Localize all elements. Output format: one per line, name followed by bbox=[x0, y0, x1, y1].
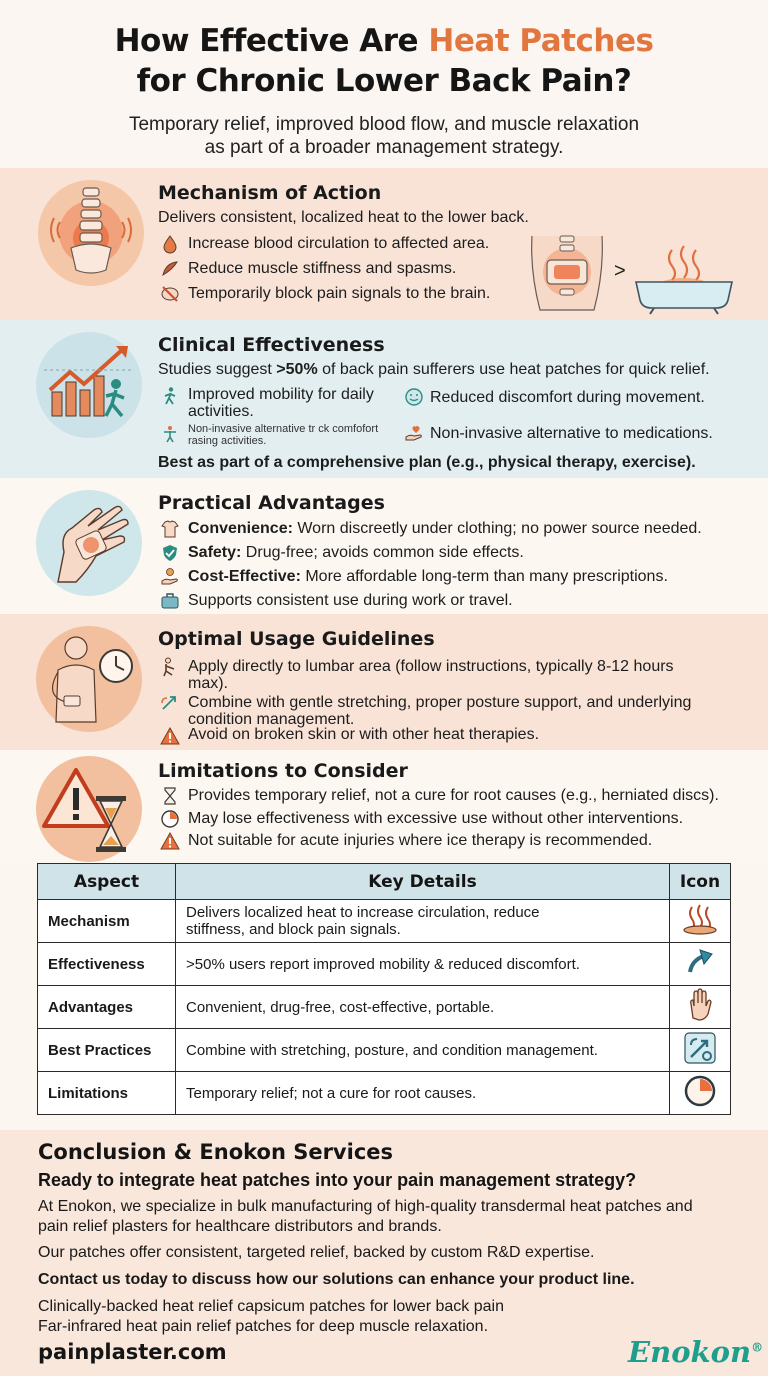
swap-arrows-icon bbox=[160, 694, 180, 714]
page-title-line2: for Chronic Lower Back Pain? bbox=[136, 63, 632, 99]
advantages-section bbox=[0, 478, 768, 614]
mechanism-item: Increase blood circulation to affected area. bbox=[188, 235, 490, 252]
muscle-icon bbox=[160, 259, 180, 279]
upward-arrow-icon bbox=[670, 943, 731, 986]
limitations-item: Provides temporary relief, not a cure for root causes (e.g., herniated discs). bbox=[188, 787, 719, 804]
subtitle-line1: Temporary relief, improved blood flow, and muscle relaxation bbox=[128, 114, 640, 135]
arrow-glyph: > bbox=[614, 260, 626, 282]
mechanism-title: Mechanism of Action bbox=[158, 182, 382, 204]
limitations-section bbox=[0, 750, 768, 863]
clinical-item-alternative: Non-invasive alternative tr ck comfofort rasing activities. bbox=[188, 423, 379, 447]
table-cell-aspect: Effectiveness bbox=[38, 943, 176, 986]
heat-waves-icon bbox=[670, 900, 731, 943]
table-row bbox=[38, 1029, 731, 1072]
website-link[interactable]: painplaster.com bbox=[38, 1340, 227, 1364]
limitations-title: Limitations to Consider bbox=[158, 760, 408, 782]
table-header: Key Details bbox=[176, 864, 670, 900]
advantages-item: Safety: Drug-free; avoids common side effects. bbox=[188, 544, 524, 561]
table-cell-details: >50% users report improved mobility & reduced discomfort. bbox=[176, 943, 670, 986]
product-link-2[interactable]: Far-infrared heat pain relief patches for deep muscle relaxation. bbox=[38, 1318, 489, 1335]
person-clock-illustration bbox=[36, 626, 142, 732]
timer-icon bbox=[160, 809, 180, 829]
bathtub-icon bbox=[632, 242, 736, 316]
clinical-section bbox=[0, 320, 768, 478]
growth-chart-illustration bbox=[36, 332, 142, 438]
table-cell-aspect: Limitations bbox=[38, 1072, 176, 1115]
hourglass-icon bbox=[160, 786, 180, 806]
table-cell-details: Convenient, drug-free, cost-effective, portable. bbox=[176, 986, 670, 1029]
patch-on-back-illustration bbox=[522, 232, 612, 314]
clinical-title: Clinical Effectiveness bbox=[158, 334, 385, 356]
advantages-title: Practical Advantages bbox=[158, 492, 385, 514]
clinical-item-medication: Non-invasive alternative to medications. bbox=[430, 425, 713, 442]
mechanism-item: Temporarily block pain signals to the brain. bbox=[188, 285, 491, 302]
subtitle-line2: as part of a broader management strategy. bbox=[204, 137, 564, 158]
mechanism-item: Reduce muscle stiffness and spasms. bbox=[188, 260, 457, 277]
mechanism-intro: Delivers consistent, localized heat to the lower back. bbox=[158, 209, 529, 226]
clock-icon bbox=[670, 1072, 731, 1115]
title-highlight: Heat Patches bbox=[428, 23, 654, 59]
stretch-person-icon bbox=[160, 424, 180, 444]
pain-block-icon bbox=[160, 284, 180, 304]
table-header: Aspect bbox=[38, 864, 176, 900]
brand-logo: Enokon® bbox=[628, 1335, 764, 1369]
advantages-item: Convenience: Worn discreetly under clothing; no power source needed. bbox=[188, 520, 702, 537]
conclusion-title: Conclusion & Enokon Services bbox=[38, 1140, 394, 1164]
advantages-item: Supports consistent use during work or travel. bbox=[188, 592, 513, 609]
usage-item-apply: Apply directly to lumbar area (follow instructions, typically 8-12 hours max). bbox=[188, 658, 674, 692]
usage-title: Optimal Usage Guidelines bbox=[158, 628, 435, 650]
warning-hourglass-illustration bbox=[36, 756, 142, 862]
summary-table bbox=[37, 863, 731, 1115]
table-header-row bbox=[38, 864, 731, 900]
warning-icon bbox=[160, 726, 180, 746]
shield-check-icon bbox=[160, 543, 180, 563]
blood-drop-icon bbox=[160, 234, 180, 254]
table-row bbox=[38, 1072, 731, 1115]
hand-icon bbox=[670, 986, 731, 1029]
table-cell-details: Temporary relief; not a cure for root causes. bbox=[176, 1072, 670, 1115]
cycle-arrows-icon bbox=[670, 1029, 731, 1072]
table-row bbox=[38, 986, 731, 1029]
table-cell-aspect: Mechanism bbox=[38, 900, 176, 943]
usage-item-avoid: Avoid on broken skin or with other heat therapies. bbox=[188, 726, 540, 743]
mechanism-section bbox=[0, 168, 768, 320]
table-header: Icon bbox=[670, 864, 731, 900]
clinical-intro: Studies suggest >50% of back pain sufferers use heat patches for quick relief. bbox=[158, 361, 710, 378]
usage-section bbox=[0, 614, 768, 750]
table-cell-aspect: Best Practices bbox=[38, 1029, 176, 1072]
clinical-item-discomfort: Reduced discomfort during movement. bbox=[430, 389, 705, 406]
warning-icon bbox=[160, 831, 180, 851]
header bbox=[0, 0, 768, 168]
conclusion-cta: Contact us today to discuss how our solutions can enhance your product line. bbox=[38, 1271, 635, 1288]
table-cell-details: Delivers localized heat to increase circulation, reduce stiffness, and block pain signals. bbox=[176, 900, 670, 943]
walking-person-icon bbox=[160, 386, 180, 406]
conclusion-paragraph: At Enokon, we specialize in bulk manufacturing of high-quality transdermal heat patches and pain relief plasters for healthcare distributors and brands. bbox=[38, 1198, 693, 1235]
page-title-line1: How Effective Are Heat Patches bbox=[114, 23, 654, 59]
limitations-item: Not suitable for acute injuries where ice therapy is recommended. bbox=[188, 832, 653, 849]
shirt-icon bbox=[160, 519, 180, 539]
usage-item-combine: Combine with gentle stretching, proper posture support, and underlying condition management. bbox=[188, 694, 692, 728]
conclusion-paragraph-2: Our patches offer consistent, targeted relief, backed by custom R&D expertise. bbox=[38, 1244, 595, 1261]
conclusion-question: Ready to integrate heat patches into your pain management strategy? bbox=[38, 1170, 637, 1190]
limitations-item: May lose effectiveness with excessive use without other interventions. bbox=[188, 810, 684, 827]
table-row bbox=[38, 900, 731, 943]
lumbar-person-icon bbox=[160, 657, 180, 677]
hand-patch-illustration bbox=[36, 490, 142, 596]
clinical-item-mobility: Improved mobility for daily activities. bbox=[188, 386, 374, 420]
coins-hand-icon bbox=[160, 567, 180, 587]
spine-illustration bbox=[38, 180, 144, 286]
table-cell-aspect: Advantages bbox=[38, 986, 176, 1029]
table-cell-details: Combine with stretching, posture, and condition management. bbox=[176, 1029, 670, 1072]
clinical-footer: Best as part of a comprehensive plan (e.g., physical therapy, exercise). bbox=[158, 454, 696, 471]
product-link-1[interactable]: Clinically-backed heat relief capsicum patches for lower back pain bbox=[38, 1298, 504, 1315]
briefcase-icon bbox=[160, 591, 180, 611]
hand-care-icon bbox=[404, 423, 424, 443]
table-row bbox=[38, 943, 731, 986]
smile-face-icon bbox=[404, 387, 424, 407]
advantages-item: Cost-Effective: More affordable long-term than many prescriptions. bbox=[188, 568, 668, 585]
